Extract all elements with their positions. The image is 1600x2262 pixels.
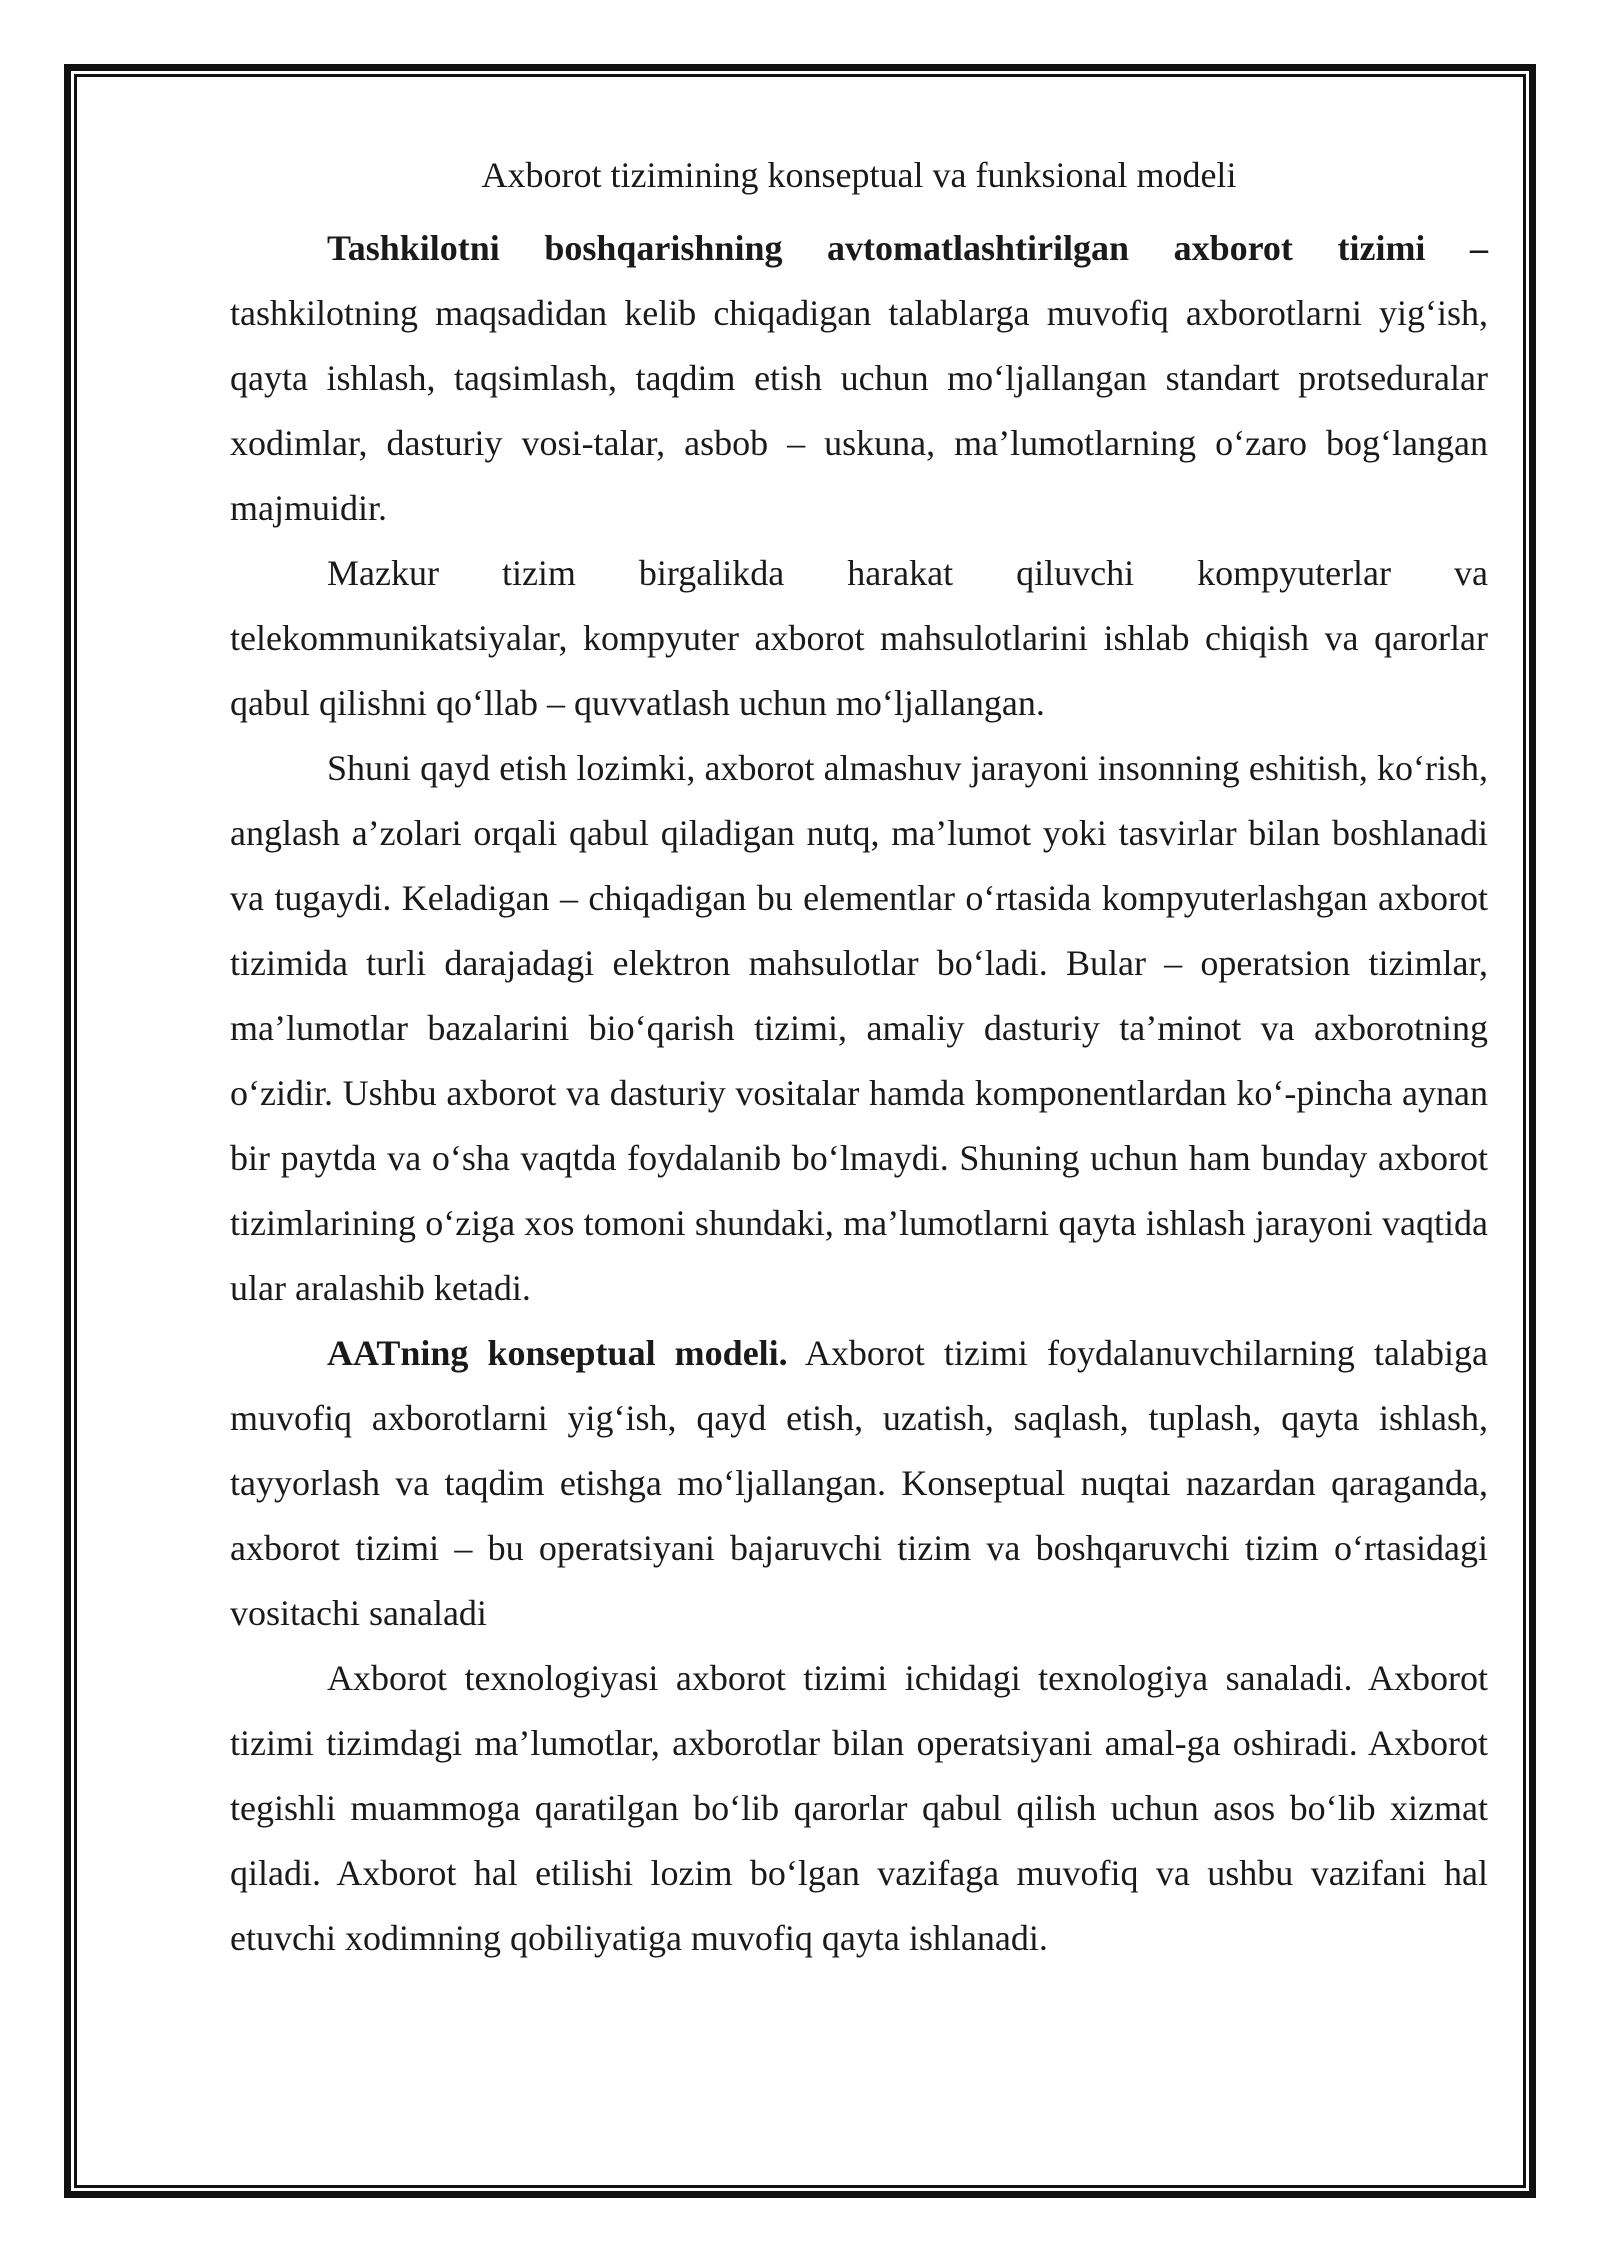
paragraph-information-technology [230, 1646, 1488, 1971]
paragraph-conceptual-model [230, 1321, 1488, 1646]
paragraph-definition [230, 216, 1488, 541]
paragraph-text: Axborot tizimi foydalanuvchilarning talabiga muvofiq axborotlarni yig‘ish, qayd etish, uzatish, saqlash, tuplash, qayta ishlash, tayyorlash va taqdim etishga mo‘ljallangan. Konseptual nuqtai nazardan qaraganda, axborot tizimi – bu operatsiyani bajaruvchi tizim va boshqaruvchi tizim o‘rtasidagi vositachi sanaladi [230, 1333, 1488, 1633]
paragraph-lead-bold: AATning konseptual modeli. [327, 1333, 788, 1373]
paragraph-system-purpose [230, 541, 1488, 736]
paragraph-text: tashkilotning maqsadidan kelib chiqadigan talablarga muvofiq axborotlarni yig‘ish, qayta ishlash, taqsimlash, taqdim etish uchun mo‘ljallangan standart protseduralar xodimlar, dasturiy vosi-talar, asbob – uskuna, ma’lumotlarning o‘zaro bog‘langan majmuidir. [230, 293, 1488, 528]
document-body [230, 150, 1488, 1971]
paragraph-text: Axborot texnologiyasi axborot tizimi ichidagi texnologiya sanaladi. Axborot tizimi tizimdagi ma’lumotlar, axborotlar bilan operatsiyani amal-ga oshiradi. Axborot tegishli muammoga qaratilgan bo‘lib qarorlar qabul qilish uchun asos bo‘lib xizmat qiladi. Axborot hal etilishi lozim bo‘lgan vazifaga muvofiq va ushbu vazifani hal etuvchi xodimning qobiliyatiga muvofiq qayta ishlanadi. [230, 1658, 1488, 1958]
paragraph-information-exchange [230, 736, 1488, 1321]
document-title: Axborot tizimining konseptual va funksional modeli [481, 155, 1237, 195]
paragraph-lead-bold: Tashkilotni boshqarishning avtomatlashtirilgan axborot tizimi – [327, 228, 1488, 268]
paragraph-text: Shuni qayd etish lozimki, axborot almashuv jarayoni insonning eshitish, ko‘rish, anglash a’zolari orqali qabul qiladigan nutq, ma’lumot yoki tasvirlar bilan boshlanadi va tugaydi. Keladigan – chiqadigan bu elementlar o‘rtasida kompyuterlashgan axborot tizimida turli darajadagi elektron mahsulotlar bo‘ladi. Bular – operatsion tizimlar, ma’lumotlar bazalarini bio‘qarish tizimi, amaliy dasturiy ta’minot va axborotning o‘zidir. Ushbu axborot va dasturiy vositalar hamda komponentlardan ko‘-pincha aynan bir paytda va o‘sha vaqtda foydalanib bo‘lmaydi. Shuning uchun ham bunday axborot tizimlarining o‘ziga xos tomoni shundaki, ma’lumotlarni qayta ishlash jarayoni vaqtida ular aralashib ketadi. [230, 748, 1488, 1308]
paragraph-text: Mazkur tizim birgalikda harakat qiluvchi kompyuterlar va telekommunikatsiyalar, kompyuter axborot mahsulotlarini ishlab chiqish va qarorlar qabul qilishni qo‘llab – quvvatlash uchun mo‘ljallangan. [230, 553, 1488, 723]
